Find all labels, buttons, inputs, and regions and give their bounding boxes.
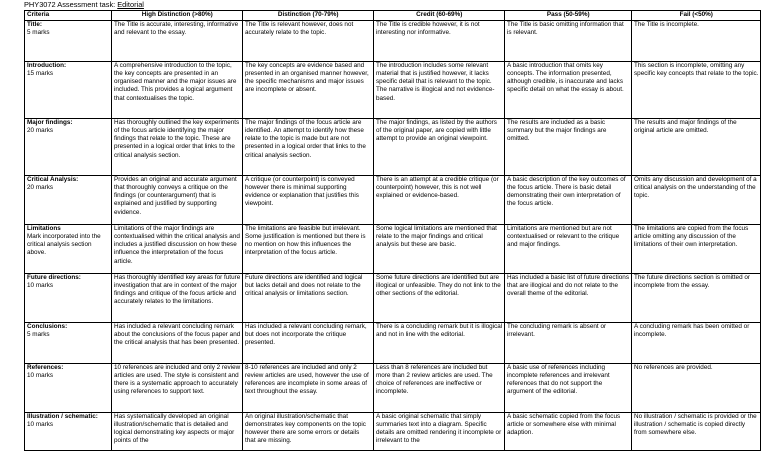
rubric-cell [112,323,243,364]
rubric-cell [374,21,505,62]
rubric-cell-text: 10 references are included and only 2 review articles are used. The style is consistent and there is a systematic approach to accurately using references to support text. [114,364,241,396]
document-title [24,0,144,10]
rubric-cell [243,176,374,225]
header-fail: Fail (<50%) [632,11,761,21]
criterion-marks: 20 marks [27,127,54,135]
rubric-cell [243,225,374,274]
rubric-cell [374,413,505,451]
rubric-cell-text: The concluding remark is absent or irrelevant. [507,323,607,339]
criterion-marks: 5 marks [27,331,50,339]
rubric-cell-text: A basic introduction that omits key concepts. The information presented, although credible, is inaccurate and lacks specific detail on what the essay is about. [507,62,624,94]
rubric-cell [243,364,374,413]
rubric-cell-text: A basic original schematic that simply summaries text into a diagram. Specific details are omitted rendering it incomplete or irrelevant to the [376,413,502,445]
criterion-cell [25,21,112,62]
rubric-cell-text: Provides an original and accurate argument that thoroughly conveys a critique on the findings (or counterargument) that is explained and justified by supporting evidence. [114,176,237,216]
rubric-cell [505,119,632,176]
rubric-cell-text: A basic description of the key outcomes of the focus article. There is basic detail demonstrating their own interpretation of the focus article. [507,176,626,208]
criterion-cell [25,413,112,451]
header-distinction: Distinction (70-79%) [243,11,374,21]
rubric-cell-text: The introduction includes some relevant material that is justified however, it lacks specific detail that is relevant to the topic. The narrative is illogical and not evidence-based. [376,62,495,102]
table-row [25,274,761,323]
rubric-cell-text: Omits any discussion and development of a critical analysis on the understanding of the topic. [634,176,757,200]
document-title-underlined: Editorial [117,0,144,9]
rubric-cell-text: There is a concluding remark but it is illogical and not in line with the editorial. [376,323,503,339]
rubric-cell [505,413,632,451]
document-title-prefix: PHY3072 Assessment task: [24,0,118,9]
rubric-cell-text: The limitations are feasible but irrelevant. Some justification is mentioned but there is no mention on how this influences the interpretation of the focus article. [245,225,366,257]
rubric-cell-text: A critique (or counterpoint) is conveyed however there is minimal supporting evidence or explanation that justifies this viewpoint. [245,176,359,208]
rubric-cell-text: The key concepts are evidence based and presented in an organised manner however, the specific mechanisms and major issues are incomplete or absent. [245,62,369,94]
rubric-cell-text: A basic schematic copied from the focus article or somewhere else with minimal adaption. [507,413,621,437]
criterion-cell [25,274,112,323]
criterion-name: References: [27,364,64,371]
rubric-cell [243,62,374,119]
rubric-cell-text: 8-10 references are included and only 2 review articles are used, however the use of references are incomplete in some areas of text throughout the essay. [245,364,369,396]
rubric-cell [112,176,243,225]
rubric-cell-text: The Title is incomplete. [634,21,699,28]
rubric-cell-text: The Title is basic omitting information that is relevant. [507,21,624,37]
rubric-cell [632,119,761,176]
criterion-cell [25,119,112,176]
rubric-cell-text: The results are included as a basic summary but the major findings are omitted. [507,119,607,143]
rubric-cell [243,274,374,323]
rubric-cell-text: A comprehensive introduction to the topic, the key concepts are presented in an organised manner and the major issues are included. This provides a logical argument that contextualises the topic. [114,62,237,102]
table-row [25,119,761,176]
criterion-name: Conclusions: [27,323,68,330]
criterion-marks: 10 marks [27,372,54,380]
rubric-cell [374,225,505,274]
rubric-cell-text: The results and major findings of the original article are omitted. [634,119,737,135]
rubric-cell [374,176,505,225]
rubric-cell [632,323,761,364]
rubric-cell-text: The future directions section is omitted or incomplete from the essay. [634,274,751,290]
rubric-cell-text: Less than 8 references are included but more than 2 review articles are used. The choice of references are ineffective or incomplete. [376,364,493,396]
rubric-cell [374,274,505,323]
header-criteria: Criteria [25,11,112,21]
criterion-name: Major findings: [27,119,73,126]
rubric-cell [505,323,632,364]
rubric-cell-text: Has included a relevant concluding remark about the conclusions of the focus paper and the critical analysis that has been presented. [114,323,241,347]
criterion-cell [25,176,112,225]
header-row [25,11,761,21]
rubric-cell [243,323,374,364]
rubric-cell [112,225,243,274]
table-row [25,176,761,225]
table-row [25,323,761,364]
rubric-cell-text: This section is incomplete, omitting any specific key concepts that relate to the topic. [634,62,759,78]
rubric-cell-text: The Title is accurate, interesting, informative and relevant to the essay. [114,21,239,37]
criterion-name: Title: [27,21,43,28]
rubric-cell [112,364,243,413]
rubric-cell [505,62,632,119]
header-pass: Pass (50-59%) [505,11,632,21]
rubric-cell [505,274,632,323]
rubric-cell [112,62,243,119]
rubric-cell-text: The major findings of the focus article are identified. An attempt to identify how these relate to the topic is made but are not presented in a logical order that links to the critical analysis section. [245,119,366,159]
rubric-cell [374,119,505,176]
rubric-cell [632,364,761,413]
rubric-cell [112,119,243,176]
rubric-cell [505,225,632,274]
rubric-cell [243,413,374,451]
criterion-marks: Mark incorporated into the critical analysis section above. [27,233,101,257]
rubric-cell-text: Some logical limitations are mentioned that relate to the major findings and critical analysis but these are basic. [376,225,497,249]
table-row [25,62,761,119]
criterion-cell [25,62,112,119]
rubric-cell-text: Has included a basic list of future directions that are illogical and do not relate to the overall theme of the editorial. [507,274,630,298]
criterion-cell [25,364,112,413]
rubric-cell [632,413,761,451]
rubric-cell [374,62,505,119]
rubric-cell-text: The Title is credible however, it is not interesting nor informative. [376,21,480,37]
criterion-name: Limitations [27,225,61,232]
criterion-name: Illustration / schematic: [27,413,98,420]
rubric-cell [632,274,761,323]
rubric-cell-text: The limitations are copied from the focus article omitting any discussion of the limitations of their own interpretation. [634,225,749,249]
table-row [25,364,761,413]
rubric-cell-text: Has thoroughly identified key areas for future investigation that are in context of the major findings and critique of the focus article and accurately relates to the limitations. [114,274,241,306]
table-row [25,413,761,451]
rubric-cell-text: No illustration / schematic is provided or the illustration / schematic is copied directly from somewhere else. [634,413,757,437]
rubric-cell-text: Some future directions are identified but are illogical or unfeasible. They do not link to the other sections of the editorial. [376,274,501,298]
table-row [25,225,761,274]
rubric-cell [243,119,374,176]
criterion-cell [25,323,112,364]
rubric-body [25,21,761,451]
criterion-marks: 10 marks [27,421,54,429]
rubric-cell [505,176,632,225]
rubric-cell [112,274,243,323]
rubric-cell-text: Limitations of the major findings are contextualised within the critical analysis and includes a justified discussion on how these influence the interpretation of the focus article. [114,225,240,265]
rubric-cell [505,364,632,413]
table-row [25,21,761,62]
rubric-cell-text: The Title is relevant however, does not accurately relate to the topic. [245,21,354,37]
rubric-cell-text: Has systematically developed an original illustration/schematic that is detailed and logical demonstrating key aspects or major points of the [114,413,235,445]
criterion-cell [25,225,112,274]
criterion-marks: 15 marks [27,70,54,78]
rubric-cell-text: Future directions are identified and logical but lacks detail and does not relate to the critical analysis or limitations section. [245,274,363,298]
rubric-cell [505,21,632,62]
header-high-distinction: High Distinction (>80%) [112,11,243,21]
rubric-cell [632,21,761,62]
criterion-marks: 20 marks [27,184,54,192]
rubric-cell [243,21,374,62]
header-credit: Credit (60-69%) [374,11,505,21]
rubric-cell [632,225,761,274]
rubric-cell [374,323,505,364]
rubric-cell [374,364,505,413]
rubric-cell-text: A concluding remark has been omitted or incomplete. [634,323,750,339]
rubric-cell [112,413,243,451]
rubric-cell-text: There is an attempt at a credible critique (or counterpoint) however, this is not well explained or evidence-based. [376,176,499,200]
rubric-cell [632,176,761,225]
rubric-cell-text: An original illustration/schematic that demonstrates key components on the topic however there are some errors or details that are missing. [245,413,366,445]
criterion-marks: 10 marks [27,282,54,290]
rubric-cell-text: Limitations are mentioned but are not contextualised or relevant to the critique and major findings. [507,225,620,249]
rubric-cell-text: The major findings, as listed by the authors of the original paper, are copied with little attempt to provide an original viewpoint. [376,119,497,143]
rubric-cell-text: A basic use of references including incomplete references and irrelevant references that do not support the argument of the editorial. [507,364,610,396]
rubric-cell-text: Has included a relevant concluding remark, but does not incorporate the critique presented. [245,323,367,347]
criterion-name: Critical Analysis: [27,176,79,183]
rubric-cell-text: Has thoroughly outlined the key experiments of the focus article identifying the major findings that relate to the topic. These are presented in a logical order that links to the critical analysis section. [114,119,240,159]
criterion-name: Future directions: [27,274,81,281]
rubric-cell [112,21,243,62]
criterion-name: Introduction: [27,62,67,69]
rubric-table [24,10,761,451]
criterion-marks: 5 marks [27,29,50,37]
rubric-cell [632,62,761,119]
rubric-cell-text: No references are provided. [634,364,713,371]
